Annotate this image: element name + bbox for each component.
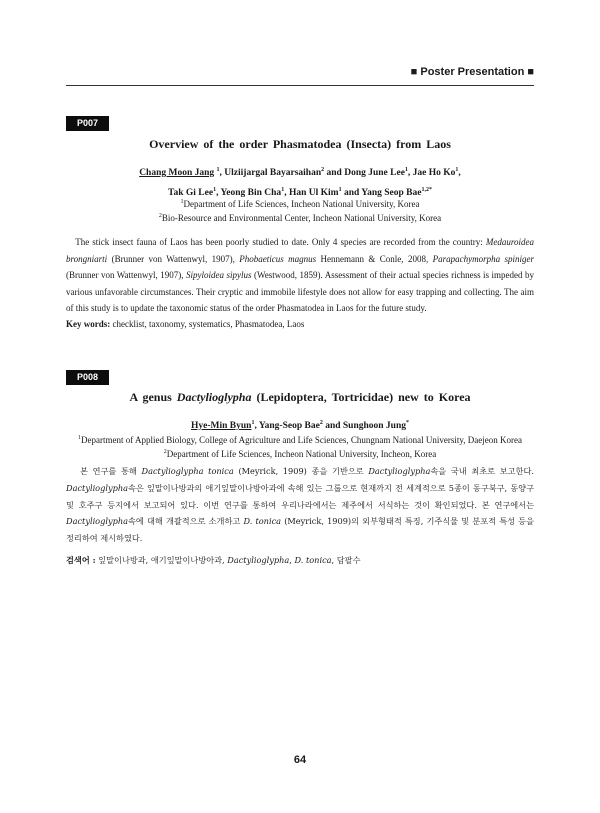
title-text: A genus bbox=[129, 390, 177, 404]
abstract-text: 속을 국내 최초로 보고한다. bbox=[430, 466, 534, 476]
affil-text: Department of Life Sciences, Incheon National University, Incheon, Korea bbox=[166, 449, 437, 459]
abstract-text: (Meyrick, 1909)의 외부형태적 특징, 기주식물 및 분포적 특성 등을 정리하여 제시하였다. bbox=[66, 516, 534, 544]
author-name: Han Ul Kim bbox=[288, 188, 339, 199]
keywords-text: checklist, taxonomy, systematics, Phasmatodea, Laos bbox=[112, 319, 305, 329]
species-name: Dactylioglypha tonica bbox=[141, 466, 234, 476]
author-list: Hye-Min Byun$^1$, Yang-Seop Bae$^2$ and Sunghoon Jung* bbox=[191, 420, 409, 432]
author-conjunction: and bbox=[343, 188, 360, 199]
page-number: 64 bbox=[293, 754, 307, 766]
author-name: Yang Seop Bae bbox=[361, 188, 422, 199]
keywords-text: , 담팔수 bbox=[331, 555, 361, 565]
abstract-text: 본 연구를 통해 bbox=[80, 466, 142, 476]
author-affil-mark: 2 bbox=[321, 167, 325, 173]
author-name: Sunghoon Jung bbox=[342, 421, 406, 432]
author-list: Chang Moon Jang $^1$, Ulziijargal Bayarsaihan$^2$ and Dong June Lee$^1$, Jae Ho Ko$^1$, Tak Gi Lee$^1$, Yeong Bin Cha$^1$, Han Ul Kim$^1$ and Yang Seop Bae$^{1,2*}$ bbox=[139, 167, 461, 199]
author-name: Hye-Min Byun bbox=[191, 421, 252, 432]
affil-number: 1 bbox=[180, 199, 184, 205]
author-affil-mark: 1 bbox=[404, 167, 408, 173]
author-affil-mark: 2 bbox=[319, 420, 323, 426]
author-affil-mark: 1 bbox=[216, 167, 220, 173]
affil-text: Department of Life Sciences, Incheon National University, Korea bbox=[183, 199, 420, 209]
header-divider bbox=[66, 85, 534, 86]
affiliation-list bbox=[66, 196, 534, 224]
affil-number: 1 bbox=[78, 435, 82, 441]
keywords-label: 검색어 : bbox=[66, 555, 96, 565]
section-header: ■ Poster Presentation ■ bbox=[410, 66, 534, 78]
affiliation-line bbox=[66, 196, 534, 210]
affiliation-line bbox=[66, 432, 534, 446]
genus-name: Dactylioglypha bbox=[176, 390, 252, 404]
genus-name: Dactylioglypha bbox=[66, 516, 128, 527]
affil-text: Bio-Resource and Environmental Center, Incheon National University, Korea bbox=[161, 213, 442, 223]
poster-code-badge: P008 bbox=[66, 370, 109, 385]
abstract-text: 속은 잎말이나방과의 애기잎말이나방아과에 속해 있는 그룹으로 현재까지 전 세계적으로 5종이 동구북구, 동양구 및 호주구 등지에서 보고되어 있다. 이번 연구를 통하여 우리나라에서는 제주에서 서식하는 것이 확인되었다. 본 연구에서는 bbox=[66, 482, 534, 510]
keyword-italic: D. tonica bbox=[294, 555, 332, 565]
genus-name: Dactylioglypha bbox=[66, 482, 128, 493]
author-affil-mark: 1 bbox=[213, 187, 217, 194]
affil-number: 2 bbox=[158, 213, 162, 219]
affil-text: Department of Applied Biology, College of Agriculture and Life Sciences, Chungnam National University, Daejeon Korea bbox=[81, 435, 522, 445]
author-name: Jae Ho Ko bbox=[412, 168, 456, 179]
author-affil-mark: * bbox=[406, 420, 409, 426]
author-name: Yeong Bin Cha bbox=[220, 188, 282, 199]
author-affil-mark: 1 bbox=[338, 187, 342, 194]
author-affil-mark: 1 bbox=[251, 420, 255, 426]
keywords-line bbox=[66, 555, 534, 566]
author-name: Dong June Lee bbox=[344, 168, 405, 179]
author-conjunction: and bbox=[325, 421, 341, 432]
species-name: Medauroidea brongniarti bbox=[66, 237, 535, 264]
abstract-text: Hennemann & Conle, 2008, bbox=[316, 253, 433, 264]
author-affil-mark: 1,2* bbox=[421, 187, 432, 194]
species-name: Parapachymorpha spiniger bbox=[432, 253, 534, 264]
author-conjunction: and bbox=[326, 168, 342, 179]
author-name: Tak Gi Lee bbox=[168, 188, 214, 199]
abstract-text: 속에 대해 개괄적으로 소개하고 bbox=[128, 516, 244, 527]
abstract-text: (Meyrick, 1909) 종을 기반으로 bbox=[233, 466, 369, 476]
title-text: (Lepidoptera, Tortricidae) new to Korea bbox=[251, 390, 471, 404]
keywords-text: 잎말이나방과, 애기잎말이나방아과, bbox=[95, 555, 228, 565]
species-name: Sipyloidea sipylus bbox=[186, 270, 252, 280]
poster-title: Overview of the order Phasmatodea (Insecta) from Laos bbox=[149, 137, 451, 151]
abstract-text: (Brunner von Wattenwyl, 1907), bbox=[107, 253, 240, 264]
author-name: Ulziijargal Bayarsaihan bbox=[224, 168, 322, 179]
keyword-italic: Dactylioglypha bbox=[227, 555, 290, 565]
abstract-text: The stick insect fauna of Laos has been poorly studied to date. Only 4 species are recorded from the country: bbox=[75, 237, 486, 247]
species-name: D. tonica bbox=[243, 516, 282, 527]
keywords-label: Key words: bbox=[66, 319, 111, 329]
abstract-paragraph bbox=[66, 463, 534, 547]
author-affil-mark: 1 bbox=[281, 187, 285, 194]
author-name: Yang-Seop Bae bbox=[258, 421, 320, 432]
affiliation-list bbox=[66, 432, 534, 460]
affil-number: 2 bbox=[163, 449, 167, 455]
abstract-text: (Brunner von Wattenwyl, 1907), bbox=[66, 270, 187, 280]
genus-name: Dactylioglypha bbox=[368, 466, 431, 476]
poster-code-badge: P007 bbox=[66, 116, 109, 131]
keywords-line bbox=[66, 319, 534, 329]
species-name: Phobaeticus magnus bbox=[239, 253, 317, 264]
affiliation-line bbox=[66, 210, 534, 224]
abstract-text: (Westwood, 1859). Assessment of their actual species richness is impeded by various unfavorable circumstances. Their cryptic and immobile lifestyle does not allow for easy trapping and collecting. The aim of this study is to update the taxonomic status of the order Phasmatodea in Laos for the future study. bbox=[66, 270, 535, 313]
poster-title bbox=[66, 390, 534, 405]
keywords-text: , bbox=[289, 555, 295, 565]
affiliation-line bbox=[66, 446, 534, 460]
author-name: Chang Moon Jang bbox=[139, 168, 215, 179]
abstract-paragraph bbox=[66, 234, 534, 317]
author-affil-mark: 1 bbox=[455, 167, 459, 173]
